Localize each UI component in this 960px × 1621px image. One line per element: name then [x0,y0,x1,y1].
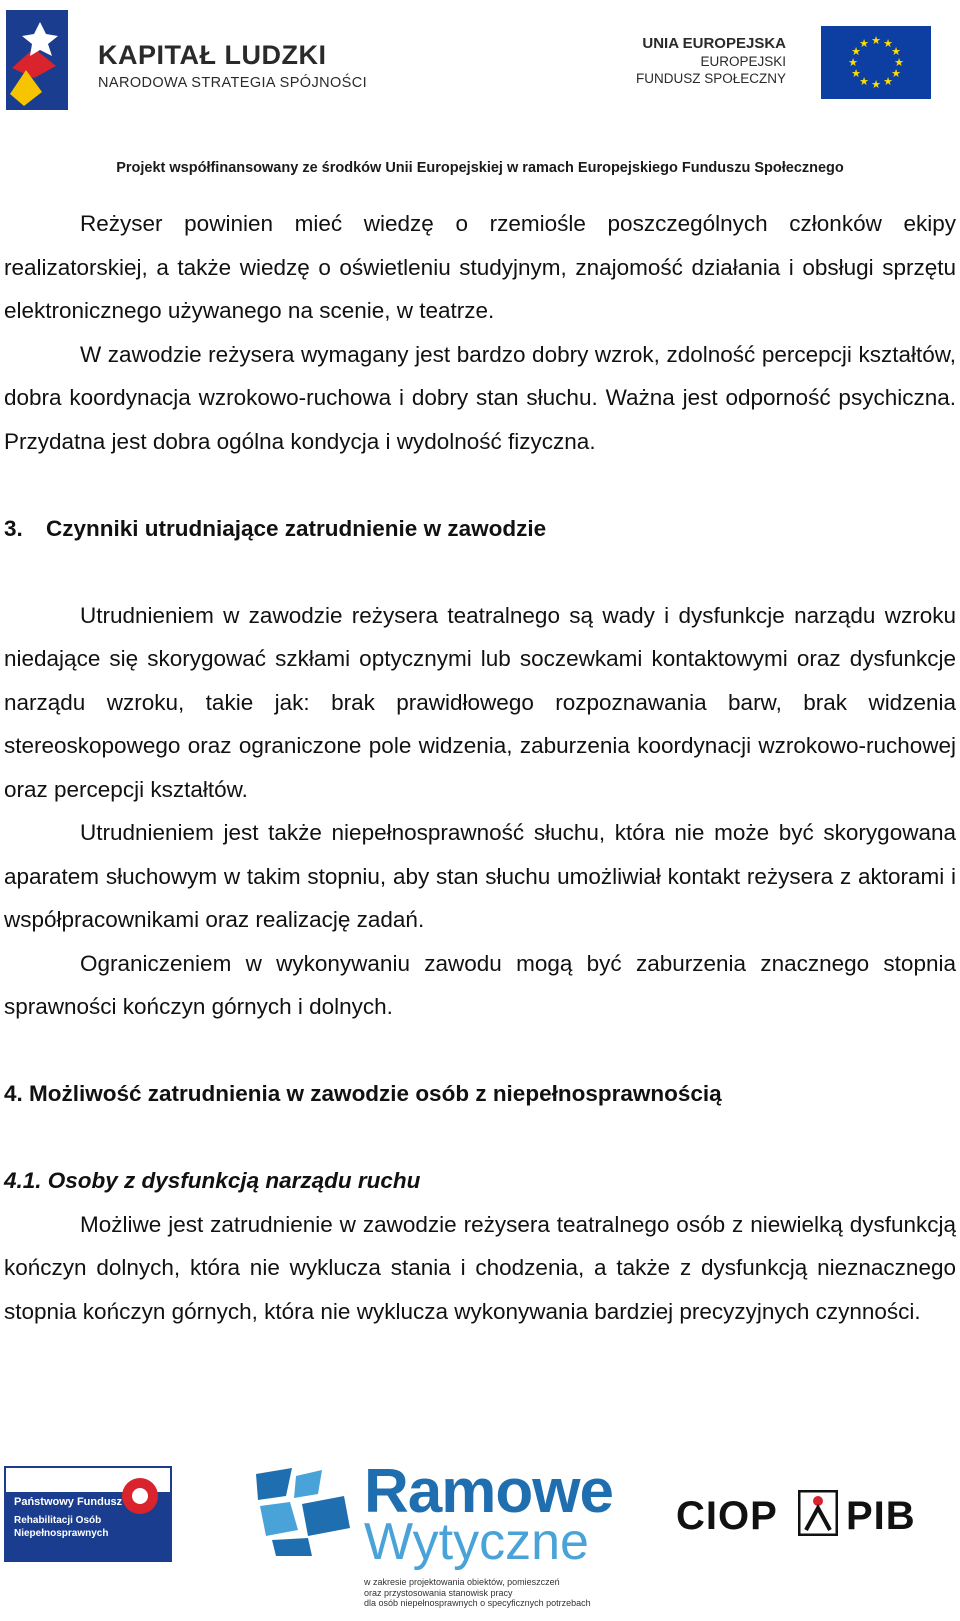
paragraph-director-requirements: W zawodzie reżysera wymagany jest bardzo dobry wzrok, zdolność percepcji kształtów, dobra koordynacja wzrokowo-ruchowa i dobry stan słuchu. Ważna jest odporność psychiczna. Przydatna jest dobra ogólna kondycja i wydolność fizyczna. [4,341,956,454]
ciop-person-icon [798,1490,838,1536]
section-3-number: 3. [4,515,23,541]
paragraph-director-knowledge: Reżyser powinien mieć wiedzę o rzemiośle poszczególnych członków ekipy realizatorskiej, a także wiedzę o oświetleniu studyjnym, znajomość działania i obsługi sprzętu elektronicznego używanego na scenie, w teatrze. [4,211,956,323]
svg-text:★: ★ [891,67,901,80]
page-header [0,0,960,190]
spacer [4,463,956,507]
ramowe-title: Ramowe [364,1457,613,1526]
ciop-label: CIOP [676,1494,778,1538]
document-body [4,202,956,1333]
svg-text:★: ★ [851,45,861,58]
spacer [4,1029,956,1073]
kapital-ludzki-logo [4,8,76,120]
paragraph-hearing-difficulties: Utrudnieniem jest także niepełnosprawność słuchu, która nie może być skorygowana aparatem słuchowym w takim stopniu, aby stan słuchu umożliwiał kontakt reżysera z aktorami i współpracownikami oraz realizację zadań. [4,820,956,932]
pfron-line-1: Państwowy Fundusz [14,1496,123,1508]
svg-text:★: ★ [859,37,869,50]
wytyczne-title: Wytyczne [364,1513,589,1571]
paragraph-vision-difficulties: Utrudnieniem w zawodzie reżysera teatralnego są wady i dysfunkcje narządu wzroku niedające się skorygować szkłami optycznymi lub soczewkami kontaktowymi oraz dysfunkcje narządu wzroku, takie jak: brak prawidłowego rozpoznawania barw, brak widzenia stereoskopowego oraz ograniczone pole widzenia, zaburzenia koordynacji wzrokowo-ruchowej oraz percepcji kształtów. [4,602,956,802]
pfron-line-2-text: Rehabilitacji Osób [14,1515,102,1526]
svg-text:★: ★ [871,34,881,47]
svg-text:★: ★ [894,56,904,69]
section-4-heading: 4. Możliwość zatrudnienia w zawodzie osób z niepełnosprawnością [4,1081,722,1106]
page-footer [0,1457,960,1621]
pib-label: PIB [846,1494,916,1538]
paragraph-motor-dysfunction: Możliwe jest zatrudnienie w zawodzie reżysera teatralnego osób z niewielką dysfunkcją kończyn dolnych, która nie wyklucza stania i chodzenia, a także z dysfunkcją nieznacznego stopnia kończyn górnych, która nie wyklucza wykonywania bardziej precyzyjnych czynności. [4,1211,956,1324]
pfron-logo [4,1466,172,1562]
svg-text:★: ★ [859,75,869,88]
ramowe-caption-3: dla osób niepełnosprawnych o specyficznych potrzebach [364,1598,591,1608]
pfron-line-2 [14,1514,108,1540]
ramowe-caption-2: oraz przystosowania stanowisk pracy [364,1587,513,1598]
eu-union-label: UNIA EUROPEJSKA [642,35,786,52]
ramowe-wytyczne-mark-icon [252,1466,356,1558]
kapital-ludzki-title: KAPITAŁ LUDZKI [98,40,327,70]
paragraph-limb-limitations: Ograniczeniem w wykonywaniu zawodu mogą być zaburzenia znacznego stopnia sprawności kończyn górnych i dolnych. [4,950,956,1019]
eu-fund-label-1: EUROPEJSKI [700,54,786,69]
svg-text:★: ★ [848,56,858,69]
svg-text:★: ★ [883,37,893,50]
spacer [4,550,956,594]
eu-text-block [636,34,786,87]
section-3-title: Czynniki utrudniające zatrudnienie w zawodzie [46,515,547,541]
cofinancing-note: Projekt współfinansowany ze środków Unii Europejskiej w ramach Europejskiego Funduszu Społecznego [116,160,844,176]
spacer [4,1116,956,1160]
svg-text:★: ★ [871,78,881,91]
svg-text:★: ★ [851,67,861,80]
pfron-emblem-icon [118,1474,162,1518]
ramowe-caption-1: w zakresie projektowania obiektów, pomieszczeń [364,1577,560,1587]
section-3-heading [4,507,956,551]
eu-flag-icon [821,26,931,99]
pfron-line-3-text: Niepełnosprawnych [14,1528,109,1539]
svg-text:★: ★ [883,75,893,88]
kapital-ludzki-subtitle: NARODOWA STRATEGIA SPÓJNOŚCI [98,75,368,91]
section-4-1-heading: 4.1. Osoby z dysfunkcją narządu ruchu [4,1168,421,1193]
ramowe-caption [364,1577,591,1609]
eu-fund-label-2: FUNDUSZ SPOŁECZNY [635,71,786,86]
svg-text:★: ★ [891,45,901,58]
